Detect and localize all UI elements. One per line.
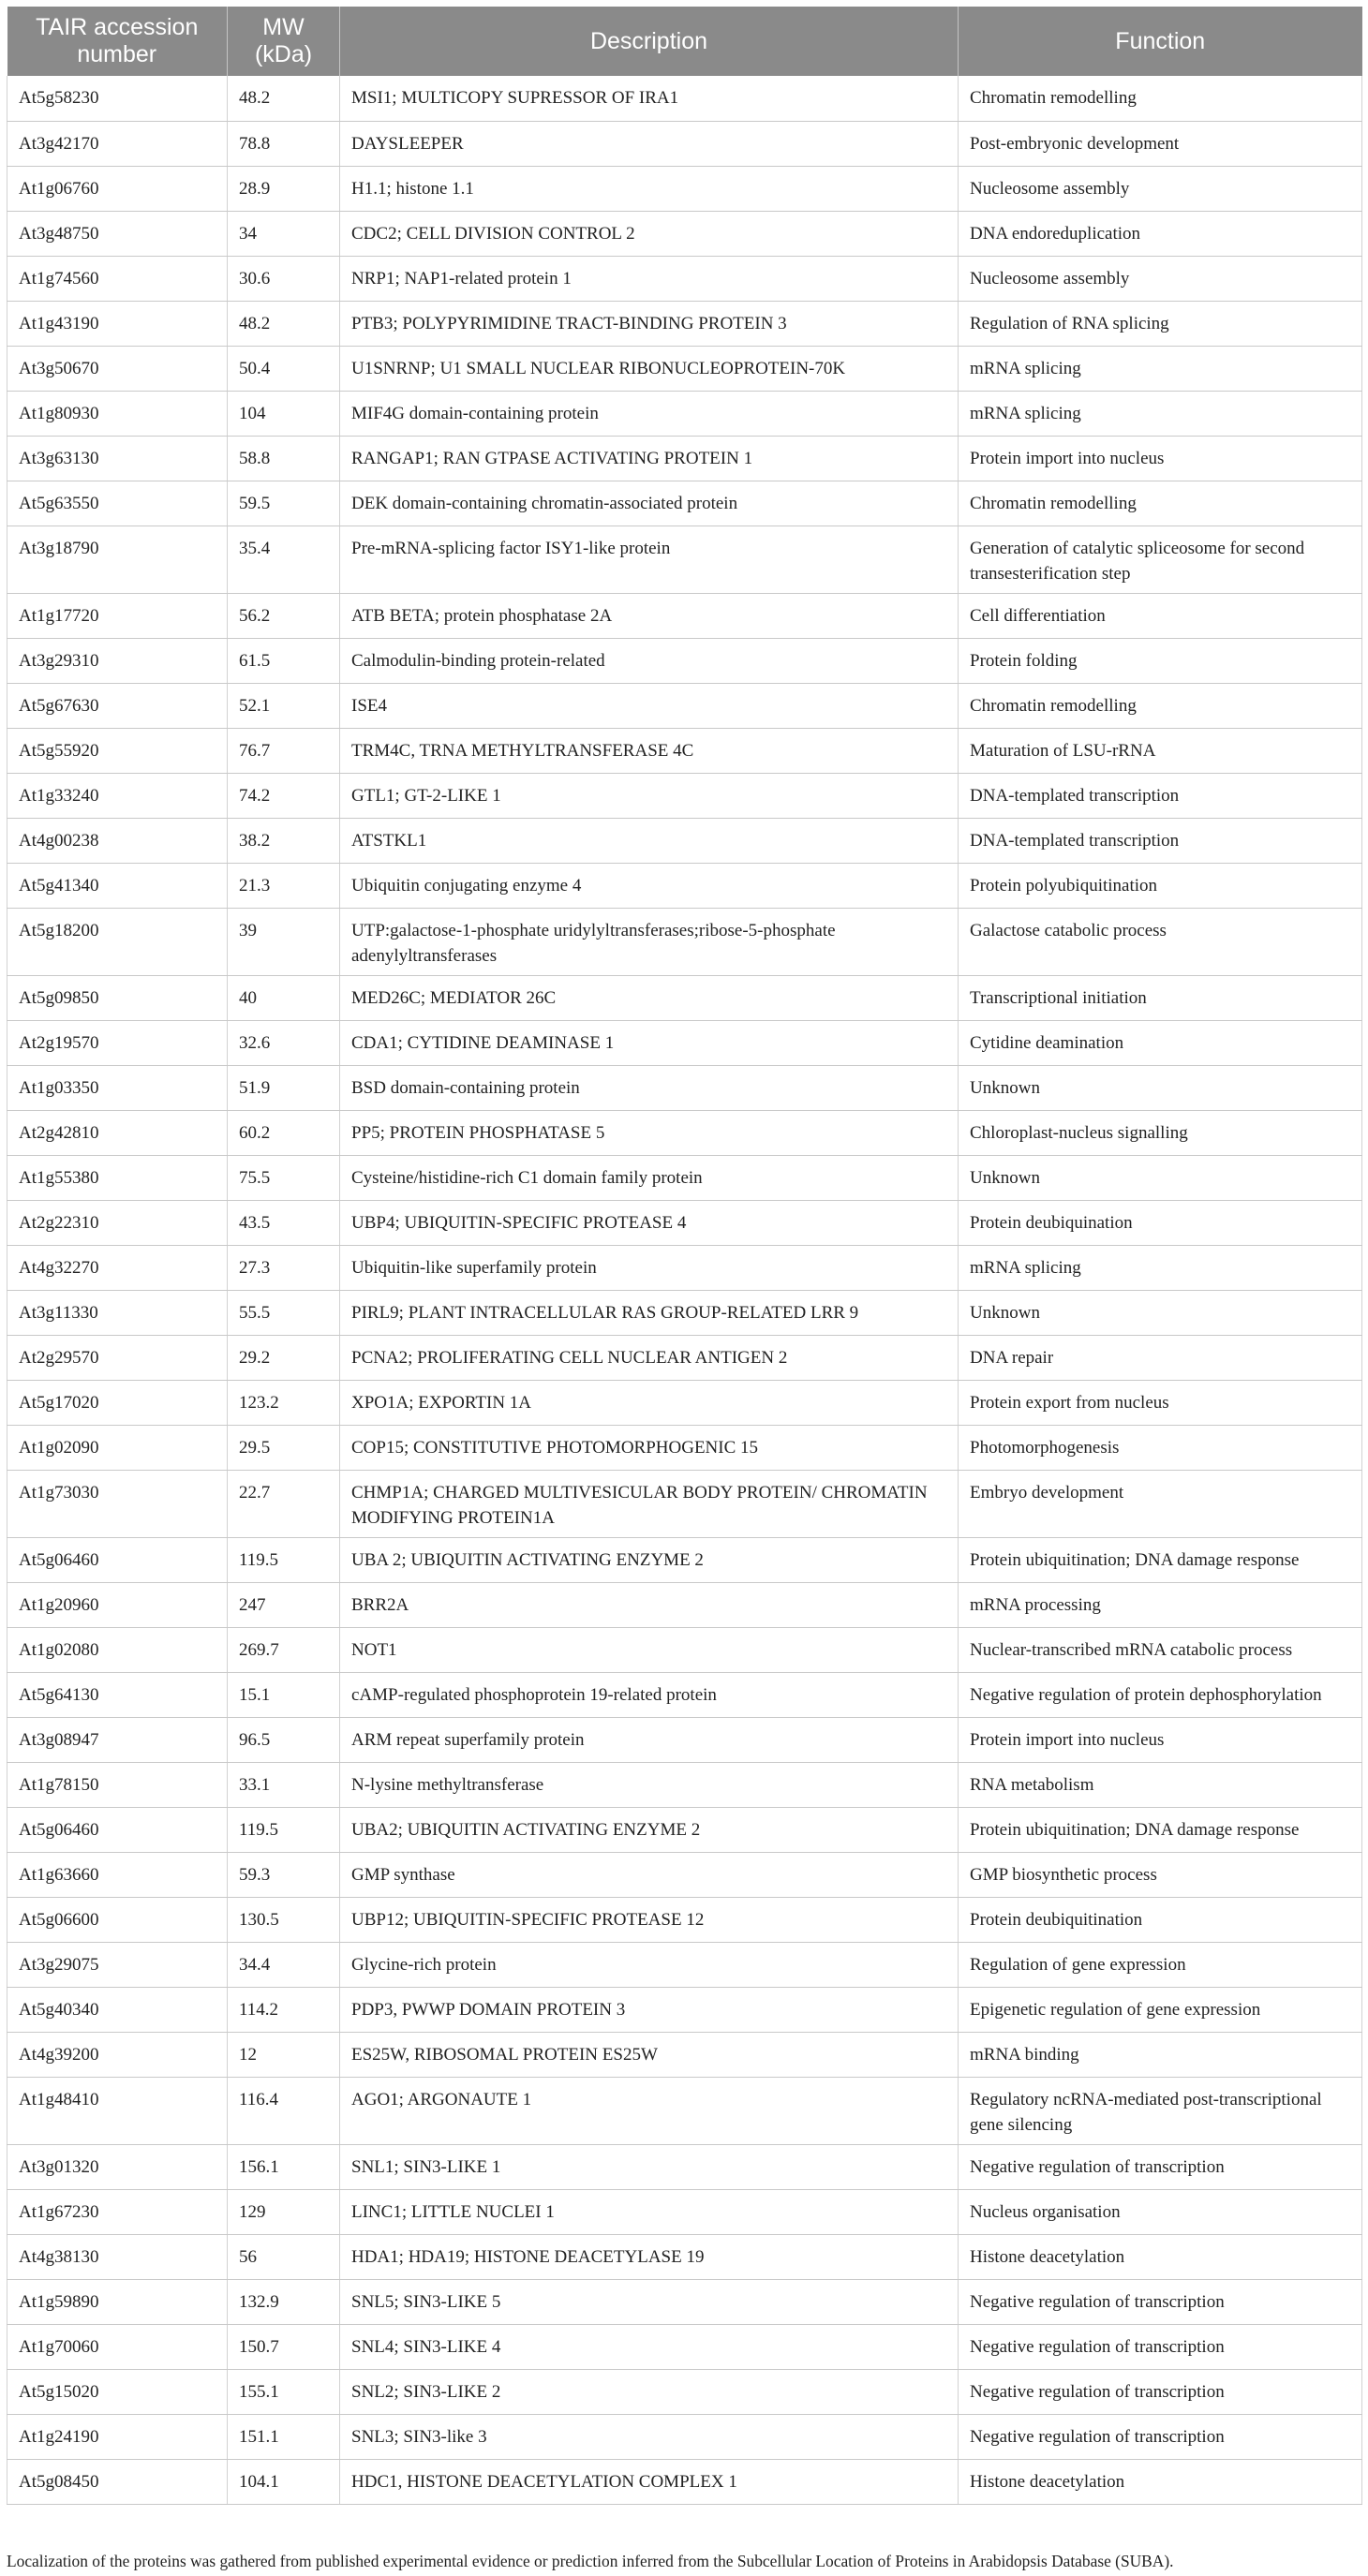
- table-row: [7, 2324, 1362, 2369]
- cell-accession: At3g29310: [7, 638, 228, 683]
- cell-accession: At5g18200: [7, 908, 228, 975]
- cell-mw: 59.3: [228, 1852, 340, 1897]
- cell-function: Embryo development: [959, 1470, 1362, 1537]
- cell-description: NRP1; NAP1-related protein 1: [340, 256, 959, 301]
- cell-function: Maturation of LSU-rRNA: [959, 728, 1362, 773]
- cell-accession: At5g06460: [7, 1537, 228, 1582]
- table-header: [7, 7, 1362, 76]
- cell-mw: 150.7: [228, 2324, 340, 2369]
- cell-function: Chloroplast-nucleus signalling: [959, 1110, 1362, 1155]
- cell-accession: At1g74560: [7, 256, 228, 301]
- cell-accession: At3g50670: [7, 346, 228, 391]
- cell-description: XPO1A; EXPORTIN 1A: [340, 1380, 959, 1425]
- cell-description: SNL1; SIN3-LIKE 1: [340, 2144, 959, 2189]
- cell-function: Cell differentiation: [959, 593, 1362, 638]
- table-row: [7, 1020, 1362, 1065]
- cell-description: PCNA2; PROLIFERATING CELL NUCLEAR ANTIGEN 2: [340, 1335, 959, 1380]
- cell-mw: 48.2: [228, 301, 340, 346]
- cell-accession: At1g59890: [7, 2279, 228, 2324]
- cell-description: Glycine-rich protein: [340, 1942, 959, 1987]
- cell-function: Negative regulation of transcription: [959, 2369, 1362, 2414]
- cell-description: Calmodulin-binding protein-related: [340, 638, 959, 683]
- cell-mw: 55.5: [228, 1290, 340, 1335]
- table-row: [7, 593, 1362, 638]
- table-row: [7, 1852, 1362, 1897]
- cell-accession: At1g48410: [7, 2077, 228, 2144]
- table-row: [7, 818, 1362, 863]
- table-row: [7, 1335, 1362, 1380]
- cell-description: UBP12; UBIQUITIN-SPECIFIC PROTEASE 12: [340, 1897, 959, 1942]
- cell-function: Photomorphogenesis: [959, 1425, 1362, 1470]
- cell-accession: At1g33240: [7, 773, 228, 818]
- table-row: [7, 1245, 1362, 1290]
- table-row: [7, 76, 1362, 121]
- cell-mw: 75.5: [228, 1155, 340, 1200]
- cell-accession: At1g70060: [7, 2324, 228, 2369]
- cell-accession: At4g39200: [7, 2032, 228, 2077]
- cell-function: Protein folding: [959, 638, 1362, 683]
- cell-description: DAYSLEEPER: [340, 121, 959, 166]
- cell-function: DNA-templated transcription: [959, 773, 1362, 818]
- table-row: [7, 2189, 1362, 2234]
- cell-description: CDC2; CELL DIVISION CONTROL 2: [340, 211, 959, 256]
- cell-mw: 156.1: [228, 2144, 340, 2189]
- cell-function: Chromatin remodelling: [959, 683, 1362, 728]
- cell-function: mRNA splicing: [959, 1245, 1362, 1290]
- cell-description: ES25W, RIBOSOMAL PROTEIN ES25W: [340, 2032, 959, 2077]
- cell-mw: 247: [228, 1582, 340, 1627]
- cell-description: SNL2; SIN3-LIKE 2: [340, 2369, 959, 2414]
- cell-function: Protein polyubiquitination: [959, 863, 1362, 908]
- cell-mw: 119.5: [228, 1807, 340, 1852]
- cell-accession: At5g64130: [7, 1672, 228, 1717]
- table-footnote: Localization of the proteins was gathered from published experimental evidence or prediction inferred from the Subcellular Location of Proteins in Arabidopsis Database (SUBA).: [7, 2552, 1174, 2570]
- cell-description: MIF4G domain-containing protein: [340, 391, 959, 436]
- protein-table-container: [7, 7, 1361, 2505]
- cell-description: Pre-mRNA-splicing factor ISY1-like protein: [340, 526, 959, 593]
- cell-mw: 60.2: [228, 1110, 340, 1155]
- table-row: [7, 1470, 1362, 1537]
- table-row: [7, 1110, 1362, 1155]
- table-row: [7, 2144, 1362, 2189]
- cell-mw: 39: [228, 908, 340, 975]
- table-row: [7, 481, 1362, 526]
- cell-accession: At1g02090: [7, 1425, 228, 1470]
- cell-function: Regulation of RNA splicing: [959, 301, 1362, 346]
- cell-mw: 52.1: [228, 683, 340, 728]
- cell-mw: 61.5: [228, 638, 340, 683]
- cell-accession: At1g02080: [7, 1627, 228, 1672]
- cell-accession: At1g03350: [7, 1065, 228, 1110]
- cell-description: PP5; PROTEIN PHOSPHATASE 5: [340, 1110, 959, 1155]
- cell-accession: At3g18790: [7, 526, 228, 593]
- cell-function: DNA-templated transcription: [959, 818, 1362, 863]
- cell-function: mRNA processing: [959, 1582, 1362, 1627]
- cell-mw: 155.1: [228, 2369, 340, 2414]
- cell-accession: At1g73030: [7, 1470, 228, 1537]
- cell-accession: At5g06600: [7, 1897, 228, 1942]
- table-row: [7, 391, 1362, 436]
- table-row: [7, 166, 1362, 211]
- cell-mw: 28.9: [228, 166, 340, 211]
- cell-description: UBA 2; UBIQUITIN ACTIVATING ENZYME 2: [340, 1537, 959, 1582]
- cell-description: PTB3; POLYPYRIMIDINE TRACT-BINDING PROTEIN 3: [340, 301, 959, 346]
- cell-accession: At1g63660: [7, 1852, 228, 1897]
- cell-function: DNA endoreduplication: [959, 211, 1362, 256]
- cell-description: N-lysine methyltransferase: [340, 1762, 959, 1807]
- cell-description: AGO1; ARGONAUTE 1: [340, 2077, 959, 2144]
- table-row: [7, 1717, 1362, 1762]
- cell-accession: At1g17720: [7, 593, 228, 638]
- table-row: [7, 1380, 1362, 1425]
- cell-mw: 43.5: [228, 1200, 340, 1245]
- cell-mw: 116.4: [228, 2077, 340, 2144]
- cell-description: U1SNRNP; U1 SMALL NUCLEAR RIBONUCLEOPROTEIN-70K: [340, 346, 959, 391]
- cell-accession: At5g06460: [7, 1807, 228, 1852]
- cell-mw: 27.3: [228, 1245, 340, 1290]
- cell-description: CHMP1A; CHARGED MULTIVESICULAR BODY PROTEIN/ CHROMATIN MODIFYING PROTEIN1A: [340, 1470, 959, 1537]
- table-row: [7, 2459, 1362, 2504]
- cell-description: SNL5; SIN3-LIKE 5: [340, 2279, 959, 2324]
- cell-accession: At5g58230: [7, 76, 228, 121]
- cell-accession: At3g42170: [7, 121, 228, 166]
- cell-function: Unknown: [959, 1290, 1362, 1335]
- cell-description: SNL4; SIN3-LIKE 4: [340, 2324, 959, 2369]
- cell-description: BSD domain-containing protein: [340, 1065, 959, 1110]
- cell-mw: 59.5: [228, 481, 340, 526]
- cell-description: Cysteine/histidine-rich C1 domain family protein: [340, 1155, 959, 1200]
- cell-mw: 34.4: [228, 1942, 340, 1987]
- cell-function: Protein deubiquitination: [959, 1897, 1362, 1942]
- cell-mw: 29.5: [228, 1425, 340, 1470]
- cell-mw: 58.8: [228, 436, 340, 481]
- cell-description: RANGAP1; RAN GTPASE ACTIVATING PROTEIN 1: [340, 436, 959, 481]
- table-row: [7, 773, 1362, 818]
- cell-accession: At2g29570: [7, 1335, 228, 1380]
- cell-function: Negative regulation of transcription: [959, 2279, 1362, 2324]
- cell-mw: 30.6: [228, 256, 340, 301]
- cell-mw: 132.9: [228, 2279, 340, 2324]
- table-row: [7, 908, 1362, 975]
- cell-function: GMP biosynthetic process: [959, 1852, 1362, 1897]
- cell-mw: 50.4: [228, 346, 340, 391]
- cell-function: Chromatin remodelling: [959, 76, 1362, 121]
- cell-description: UBA2; UBIQUITIN ACTIVATING ENZYME 2: [340, 1807, 959, 1852]
- cell-accession: At4g38130: [7, 2234, 228, 2279]
- cell-function: Chromatin remodelling: [959, 481, 1362, 526]
- cell-description: DEK domain-containing chromatin-associated protein: [340, 481, 959, 526]
- table-row: [7, 1425, 1362, 1470]
- cell-description: Ubiquitin-like superfamily protein: [340, 1245, 959, 1290]
- table-row: [7, 1897, 1362, 1942]
- cell-accession: At1g20960: [7, 1582, 228, 1627]
- cell-description: TRM4C, TRNA METHYLTRANSFERASE 4C: [340, 728, 959, 773]
- cell-description: cAMP-regulated phosphoprotein 19-related protein: [340, 1672, 959, 1717]
- cell-function: Generation of catalytic spliceosome for second transesterification step: [959, 526, 1362, 593]
- table-row: [7, 2032, 1362, 2077]
- table-row: [7, 683, 1362, 728]
- cell-description: NOT1: [340, 1627, 959, 1672]
- cell-function: Negative regulation of transcription: [959, 2324, 1362, 2369]
- cell-function: Protein import into nucleus: [959, 1717, 1362, 1762]
- cell-mw: 96.5: [228, 1717, 340, 1762]
- cell-function: Regulatory ncRNA-mediated post-transcriptional gene silencing: [959, 2077, 1362, 2144]
- table-row: [7, 2369, 1362, 2414]
- cell-mw: 34: [228, 211, 340, 256]
- table-row: [7, 975, 1362, 1020]
- cell-description: MED26C; MEDIATOR 26C: [340, 975, 959, 1020]
- cell-description: Ubiquitin conjugating enzyme 4: [340, 863, 959, 908]
- cell-description: BRR2A: [340, 1582, 959, 1627]
- cell-function: Post-embryonic development: [959, 121, 1362, 166]
- cell-mw: 269.7: [228, 1627, 340, 1672]
- cell-accession: At3g01320: [7, 2144, 228, 2189]
- cell-accession: At4g00238: [7, 818, 228, 863]
- cell-function: Unknown: [959, 1065, 1362, 1110]
- cell-description: H1.1; histone 1.1: [340, 166, 959, 211]
- cell-mw: 56: [228, 2234, 340, 2279]
- table-row: [7, 1627, 1362, 1672]
- cell-description: UTP:galactose-1-phosphate uridylyltransferases;ribose-5-phosphate adenylyltransferases: [340, 908, 959, 975]
- table-row: [7, 346, 1362, 391]
- cell-accession: At1g06760: [7, 166, 228, 211]
- cell-mw: 151.1: [228, 2414, 340, 2459]
- table-row: [7, 1987, 1362, 2032]
- cell-mw: 119.5: [228, 1537, 340, 1582]
- cell-description: HDA1; HDA19; HISTONE DEACETYLASE 19: [340, 2234, 959, 2279]
- cell-function: RNA metabolism: [959, 1762, 1362, 1807]
- cell-mw: 22.7: [228, 1470, 340, 1537]
- header-tair-accession: TAIR accession number: [7, 7, 228, 76]
- table-row: [7, 436, 1362, 481]
- cell-accession: At1g67230: [7, 2189, 228, 2234]
- protein-table: [7, 7, 1362, 2505]
- cell-accession: At2g42810: [7, 1110, 228, 1155]
- table-row: [7, 1807, 1362, 1852]
- header-mw: MW (kDa): [228, 7, 340, 76]
- cell-mw: 104.1: [228, 2459, 340, 2504]
- cell-function: Transcriptional initiation: [959, 975, 1362, 1020]
- cell-accession: At3g29075: [7, 1942, 228, 1987]
- table-row: [7, 1582, 1362, 1627]
- cell-description: HDC1, HISTONE DEACETYLATION COMPLEX 1: [340, 2459, 959, 2504]
- cell-accession: At5g08450: [7, 2459, 228, 2504]
- cell-description: CDA1; CYTIDINE DEAMINASE 1: [340, 1020, 959, 1065]
- cell-description: GTL1; GT-2-LIKE 1: [340, 773, 959, 818]
- cell-mw: 130.5: [228, 1897, 340, 1942]
- cell-description: PDP3, PWWP DOMAIN PROTEIN 3: [340, 1987, 959, 2032]
- cell-function: Histone deacetylation: [959, 2459, 1362, 2504]
- cell-function: Epigenetic regulation of gene expression: [959, 1987, 1362, 2032]
- cell-function: Histone deacetylation: [959, 2234, 1362, 2279]
- cell-accession: At1g78150: [7, 1762, 228, 1807]
- table-row: [7, 1155, 1362, 1200]
- cell-mw: 74.2: [228, 773, 340, 818]
- cell-function: Nucleosome assembly: [959, 166, 1362, 211]
- table-row: [7, 1672, 1362, 1717]
- cell-mw: 78.8: [228, 121, 340, 166]
- table-row: [7, 1065, 1362, 1110]
- header-description: Description: [340, 7, 959, 76]
- cell-function: Protein deubiquination: [959, 1200, 1362, 1245]
- cell-mw: 104: [228, 391, 340, 436]
- cell-mw: 21.3: [228, 863, 340, 908]
- table-row: [7, 638, 1362, 683]
- table-row: [7, 1762, 1362, 1807]
- cell-function: Regulation of gene expression: [959, 1942, 1362, 1987]
- table-row: [7, 1290, 1362, 1335]
- cell-function: Nucleosome assembly: [959, 256, 1362, 301]
- cell-function: Protein import into nucleus: [959, 436, 1362, 481]
- table-row: [7, 1200, 1362, 1245]
- cell-function: Nuclear-transcribed mRNA catabolic process: [959, 1627, 1362, 1672]
- cell-accession: At5g15020: [7, 2369, 228, 2414]
- cell-mw: 38.2: [228, 818, 340, 863]
- cell-accession: At3g11330: [7, 1290, 228, 1335]
- cell-description: COP15; CONSTITUTIVE PHOTOMORPHOGENIC 15: [340, 1425, 959, 1470]
- table-body: [7, 76, 1362, 2504]
- cell-mw: 32.6: [228, 1020, 340, 1065]
- table-row: [7, 2414, 1362, 2459]
- cell-mw: 29.2: [228, 1335, 340, 1380]
- cell-accession: At3g08947: [7, 1717, 228, 1762]
- cell-accession: At5g41340: [7, 863, 228, 908]
- cell-function: DNA repair: [959, 1335, 1362, 1380]
- cell-mw: 76.7: [228, 728, 340, 773]
- table-row: [7, 526, 1362, 593]
- cell-description: ISE4: [340, 683, 959, 728]
- cell-mw: 15.1: [228, 1672, 340, 1717]
- cell-mw: 33.1: [228, 1762, 340, 1807]
- cell-mw: 12: [228, 2032, 340, 2077]
- cell-accession: At1g24190: [7, 2414, 228, 2459]
- table-row: [7, 2234, 1362, 2279]
- cell-function: Nucleus organisation: [959, 2189, 1362, 2234]
- cell-function: mRNA binding: [959, 2032, 1362, 2077]
- cell-accession: At5g63550: [7, 481, 228, 526]
- cell-description: LINC1; LITTLE NUCLEI 1: [340, 2189, 959, 2234]
- cell-accession: At2g19570: [7, 1020, 228, 1065]
- cell-accession: At1g80930: [7, 391, 228, 436]
- cell-accession: At5g55920: [7, 728, 228, 773]
- cell-accession: At4g32270: [7, 1245, 228, 1290]
- table-row: [7, 2279, 1362, 2324]
- cell-accession: At5g40340: [7, 1987, 228, 2032]
- table-row: [7, 863, 1362, 908]
- cell-description: MSI1; MULTICOPY SUPRESSOR OF IRA1: [340, 76, 959, 121]
- table-row: [7, 1942, 1362, 1987]
- table-row: [7, 121, 1362, 166]
- cell-accession: At3g63130: [7, 436, 228, 481]
- cell-function: mRNA splicing: [959, 391, 1362, 436]
- header-row: [7, 7, 1362, 76]
- cell-function: Protein ubiquitination; DNA damage response: [959, 1537, 1362, 1582]
- cell-function: Protein ubiquitination; DNA damage response: [959, 1807, 1362, 1852]
- cell-accession: At1g55380: [7, 1155, 228, 1200]
- cell-mw: 35.4: [228, 526, 340, 593]
- cell-mw: 40: [228, 975, 340, 1020]
- cell-accession: At3g48750: [7, 211, 228, 256]
- cell-description: ATSTKL1: [340, 818, 959, 863]
- cell-mw: 123.2: [228, 1380, 340, 1425]
- cell-description: UBP4; UBIQUITIN-SPECIFIC PROTEASE 4: [340, 1200, 959, 1245]
- table-row: [7, 301, 1362, 346]
- cell-description: GMP synthase: [340, 1852, 959, 1897]
- cell-accession: At5g67630: [7, 683, 228, 728]
- cell-mw: 56.2: [228, 593, 340, 638]
- cell-function: Protein export from nucleus: [959, 1380, 1362, 1425]
- cell-mw: 48.2: [228, 76, 340, 121]
- header-function: Function: [959, 7, 1362, 76]
- table-row: [7, 256, 1362, 301]
- table-row: [7, 2077, 1362, 2144]
- cell-description: ATB BETA; protein phosphatase 2A: [340, 593, 959, 638]
- cell-accession: At5g09850: [7, 975, 228, 1020]
- cell-function: Negative regulation of transcription: [959, 2414, 1362, 2459]
- cell-function: Negative regulation of transcription: [959, 2144, 1362, 2189]
- cell-mw: 114.2: [228, 1987, 340, 2032]
- cell-description: ARM repeat superfamily protein: [340, 1717, 959, 1762]
- cell-accession: At1g43190: [7, 301, 228, 346]
- table-row: [7, 211, 1362, 256]
- cell-function: Negative regulation of protein dephosphorylation: [959, 1672, 1362, 1717]
- cell-description: PIRL9; PLANT INTRACELLULAR RAS GROUP-RELATED LRR 9: [340, 1290, 959, 1335]
- cell-description: SNL3; SIN3-like 3: [340, 2414, 959, 2459]
- table-row: [7, 1537, 1362, 1582]
- cell-function: mRNA splicing: [959, 346, 1362, 391]
- cell-function: Cytidine deamination: [959, 1020, 1362, 1065]
- cell-mw: 129: [228, 2189, 340, 2234]
- table-row: [7, 728, 1362, 773]
- cell-accession: At2g22310: [7, 1200, 228, 1245]
- cell-accession: At5g17020: [7, 1380, 228, 1425]
- cell-mw: 51.9: [228, 1065, 340, 1110]
- cell-function: Galactose catabolic process: [959, 908, 1362, 975]
- cell-function: Unknown: [959, 1155, 1362, 1200]
